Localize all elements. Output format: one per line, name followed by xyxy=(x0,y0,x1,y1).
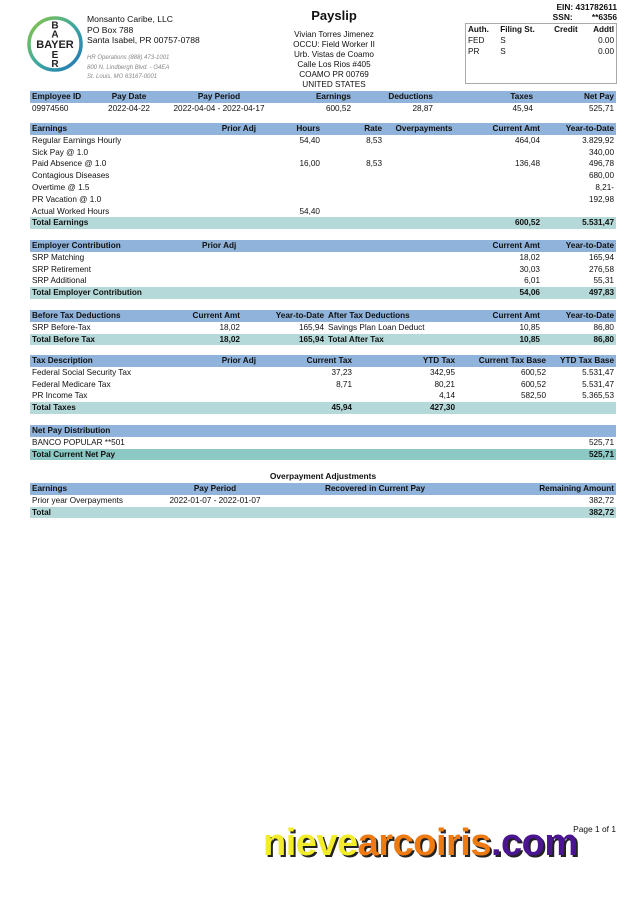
rate: 8,53 xyxy=(366,135,382,145)
tax-description: Federal Medicare Tax xyxy=(32,379,111,389)
deductions-table xyxy=(30,310,616,345)
earning-type: Paid Absence @ 1.0 xyxy=(32,159,107,169)
col-before-tax: Before Tax Deductions xyxy=(30,310,165,322)
employee-address xyxy=(260,30,408,90)
total-earnings-row xyxy=(30,217,616,229)
credit xyxy=(548,35,584,46)
svg-text:A: A xyxy=(51,29,59,41)
table-row xyxy=(30,275,616,287)
filing-status: S xyxy=(500,36,506,45)
recovered xyxy=(270,495,480,507)
taxes-table xyxy=(30,355,616,414)
rate xyxy=(322,147,384,159)
overpayments xyxy=(384,170,464,182)
total-overpayment-row xyxy=(30,507,616,519)
table-row xyxy=(30,182,616,194)
prior-adj xyxy=(190,170,258,182)
col-employee-id: Employee ID xyxy=(30,91,98,103)
col-hours: Hours xyxy=(258,123,322,135)
earnings-table xyxy=(30,123,616,229)
pay-period: 2022-01-07 - 2022-01-07 xyxy=(169,495,261,505)
hr-phone: HR Operations (888) 473-1001 xyxy=(87,55,170,61)
overpayments xyxy=(384,194,464,206)
rate xyxy=(322,206,384,218)
col-ytd: Year-to-Date xyxy=(542,240,616,252)
ein-value: 431782611 xyxy=(575,2,617,12)
watermark-part3: .com xyxy=(490,822,578,864)
hr-info xyxy=(87,54,169,83)
addtl-col: Addtl xyxy=(593,25,614,34)
total-taxes-row xyxy=(30,402,616,414)
current-tax xyxy=(258,390,354,402)
overpayments xyxy=(384,147,464,159)
employee-country: UNITED STATES xyxy=(302,80,366,89)
col-deductions: Deductions xyxy=(353,91,435,103)
hours: 54,40 xyxy=(299,135,320,145)
tax-authority-box xyxy=(465,23,617,84)
col-prior-adj: Prior Adj xyxy=(190,355,258,367)
prior-adj xyxy=(190,158,258,170)
table-row xyxy=(30,264,616,276)
net-pay: 525,71 xyxy=(588,103,614,113)
total-deductions-row xyxy=(30,334,616,346)
col-pay-date: Pay Date xyxy=(98,91,160,103)
watermark xyxy=(263,822,578,865)
table-row xyxy=(30,379,616,391)
rate xyxy=(322,182,384,194)
auth-col: Auth. xyxy=(468,25,489,34)
hours xyxy=(258,147,322,159)
summary-table xyxy=(30,91,616,115)
col-ytd: Year-to-Date xyxy=(542,123,616,135)
col-after-tax: After Tax Deductions xyxy=(326,310,462,322)
prior-adj xyxy=(190,206,258,218)
ytd-tax: 4,14 xyxy=(439,391,455,401)
current-amt xyxy=(464,206,542,218)
prior-adj xyxy=(190,252,464,264)
credit xyxy=(548,46,584,57)
page-title: Payslip xyxy=(311,8,357,23)
auth-row-fed xyxy=(466,35,616,46)
current-amt: 10,85 xyxy=(519,322,540,332)
svg-text:R: R xyxy=(51,59,59,70)
total-label: Total Taxes xyxy=(30,402,190,414)
total-label: Total Current Net Pay xyxy=(30,449,430,461)
prior-adj xyxy=(190,390,258,402)
total-label: Total xyxy=(30,507,160,519)
total-ytd-tax: 427,30 xyxy=(354,402,457,414)
amount: 525,71 xyxy=(588,437,614,447)
filing-status: S xyxy=(500,47,506,56)
total-ytd: 497,83 xyxy=(542,287,616,299)
col-tax-description: Tax Description xyxy=(30,355,190,367)
prior-adj xyxy=(190,379,258,391)
filing-status-col: Filing St. xyxy=(500,25,535,34)
current-amt xyxy=(464,182,542,194)
col-prior-adj: Prior Adj xyxy=(190,123,258,135)
table-row xyxy=(30,194,616,206)
prior-adj xyxy=(190,264,464,276)
ytd: 8,21- xyxy=(595,182,614,192)
net-pay-table xyxy=(30,425,616,460)
remaining: 382,72 xyxy=(588,495,614,505)
current-amt: 18,02 xyxy=(219,322,240,332)
hr-address-line2: St. Louis, MO 63167-0001 xyxy=(87,74,158,80)
col-ytd-tax-base: YTD Tax Base xyxy=(548,355,616,367)
table-row xyxy=(30,322,616,334)
current-amt xyxy=(464,194,542,206)
table-row xyxy=(30,390,616,402)
prior-adj xyxy=(190,182,258,194)
ytd xyxy=(542,206,616,218)
earning-type: Regular Earnings Hourly xyxy=(32,135,122,145)
ssn-value: **6356 xyxy=(591,12,617,22)
table-row xyxy=(30,170,616,182)
total-after-tax-label: Total After Tax xyxy=(326,334,462,346)
ytd-tax-base: 5.531,47 xyxy=(582,367,614,377)
current-amt xyxy=(464,147,542,159)
rate xyxy=(322,194,384,206)
col-prior-adj: Prior Adj xyxy=(190,240,464,252)
overpayments xyxy=(384,135,464,147)
hours: 54,40 xyxy=(299,206,320,216)
table-row xyxy=(30,206,616,218)
ytd-tax: 80,21 xyxy=(434,379,455,389)
before-tax-type: SRP Before-Tax xyxy=(32,322,91,332)
total-amount: 525,71 xyxy=(430,449,616,461)
total-ytd: 165,94 xyxy=(242,334,326,346)
company-address-line1: PO Box 788 xyxy=(87,24,134,35)
col-taxes: Taxes xyxy=(435,91,535,103)
taxes: 45,94 xyxy=(512,103,533,113)
current-tax-base: 600,52 xyxy=(520,367,546,377)
ytd: 680,00 xyxy=(588,171,614,181)
total-ytd: 5.531,47 xyxy=(542,217,616,229)
auth-name: PR xyxy=(468,47,480,56)
page-number: Page 1 of 1 xyxy=(573,824,616,834)
total-current-amt: 18,02 xyxy=(165,334,242,346)
total-remaining: 382,72 xyxy=(480,507,616,519)
overpayments xyxy=(384,182,464,194)
company-name: Monsanto Caribe, LLC xyxy=(87,14,173,24)
bank-account: BANCO POPULAR **501 xyxy=(32,437,125,447)
col-ytd: Year-to-Date xyxy=(542,310,616,322)
company-address xyxy=(87,14,200,46)
current-amt: 30,03 xyxy=(519,264,540,274)
earning-type: PR Vacation @ 1.0 xyxy=(32,194,102,204)
tax-description: Federal Social Security Tax xyxy=(32,367,132,377)
current-tax: 37,23 xyxy=(331,367,352,377)
overpayments xyxy=(384,206,464,218)
ytd: 496,78 xyxy=(588,159,614,169)
total-current-tax: 45,94 xyxy=(258,402,354,414)
total-employer-contribution-row xyxy=(30,287,616,299)
col-current-tax: Current Tax xyxy=(258,355,354,367)
hours xyxy=(258,182,322,194)
ytd-tax-base: 5.365,53 xyxy=(582,391,614,401)
prior-adj xyxy=(190,275,464,287)
table-row xyxy=(30,495,616,507)
col-rate: Rate xyxy=(322,123,384,135)
current-tax: 8,71 xyxy=(336,379,352,389)
table-row xyxy=(30,367,616,379)
credit-col: Credit xyxy=(554,25,578,34)
ein-ssn-block xyxy=(553,2,617,22)
table-row xyxy=(30,437,616,449)
total-current-amt: 600,52 xyxy=(464,217,542,229)
total-current-amt: 54,06 xyxy=(464,287,542,299)
col-overpayments: Overpayments xyxy=(384,123,464,135)
col-current-tax-base: Current Tax Base xyxy=(457,355,548,367)
overpayment-title: Overpayment Adjustments xyxy=(269,471,377,481)
prior-adj xyxy=(190,194,258,206)
rate xyxy=(322,170,384,182)
ytd: 165,94 xyxy=(298,322,324,332)
deductions: 28,87 xyxy=(412,103,433,113)
earning-type: Sick Pay @ 1.0 xyxy=(32,147,89,157)
bayer-logo xyxy=(26,15,84,73)
col-ytd-tax: YTD Tax xyxy=(354,355,457,367)
current-amt: 136,48 xyxy=(514,159,540,169)
total-current-amt: 10,85 xyxy=(462,334,542,346)
pay-period: 2022-04-04 - 2022-04-17 xyxy=(173,103,265,113)
ytd: 276,58 xyxy=(588,264,614,274)
prior-adj xyxy=(190,135,258,147)
rate: 8,53 xyxy=(366,159,382,169)
prior-adj xyxy=(190,367,258,379)
summary-row xyxy=(30,103,616,115)
addtl: 0.00 xyxy=(598,36,614,45)
current-amt: 6,01 xyxy=(524,276,540,286)
hours xyxy=(258,194,322,206)
contribution-type: SRP Retirement xyxy=(32,264,92,274)
col-current-amt: Current Amt xyxy=(462,310,542,322)
svg-text:B: B xyxy=(51,20,59,32)
employee-address-line2: Calle Los Rios #405 xyxy=(297,60,371,69)
svg-text:BAYER: BAYER xyxy=(36,39,74,51)
watermark-part2: arcoiris xyxy=(357,822,491,864)
col-recovered: Recovered in Current Pay xyxy=(270,483,480,495)
col-employer-contribution: Employer Contribution xyxy=(30,240,190,252)
contribution-type: SRP Matching xyxy=(32,252,85,262)
earning-type: Prior year Overpayments xyxy=(32,495,124,505)
current-tax-base: 600,52 xyxy=(520,379,546,389)
table-row xyxy=(30,147,616,159)
ssn-label: SSN: xyxy=(552,12,573,22)
total-before-tax-label: Total Before Tax xyxy=(30,334,165,346)
earning-type: Contagious Diseases xyxy=(32,171,110,181)
contribution-type: SRP Additional xyxy=(32,276,87,286)
hours xyxy=(258,170,322,182)
col-current-amt: Current Amt xyxy=(165,310,242,322)
prior-adj xyxy=(190,147,258,159)
company-address-line2: Santa Isabel, PR 00757-0788 xyxy=(87,35,200,45)
col-earnings: Earnings xyxy=(30,483,160,495)
ytd: 192,98 xyxy=(588,194,614,204)
ytd: 55,31 xyxy=(593,276,614,286)
auth-name: FED xyxy=(468,36,485,45)
col-ytd: Year-to-Date xyxy=(242,310,326,322)
current-amt xyxy=(464,170,542,182)
table-row xyxy=(30,135,616,147)
earnings: 600,52 xyxy=(325,103,351,113)
col-current-amt: Current Amt xyxy=(464,240,542,252)
overpayment-table xyxy=(30,483,616,518)
ytd: 3.829,92 xyxy=(582,135,614,145)
employee-id: 09974560 xyxy=(32,103,69,113)
auth-row-pr xyxy=(466,46,616,57)
hours: 16,00 xyxy=(299,159,320,169)
employer-contribution-table xyxy=(30,240,616,299)
table-row xyxy=(30,252,616,264)
employee-occupation: OCCU: Field Worker II xyxy=(293,40,375,49)
earning-type: Overtime @ 1.5 xyxy=(32,182,90,192)
employee-name: Vivian Torres Jimenez xyxy=(294,30,374,39)
total-ytd: 86,80 xyxy=(542,334,616,346)
ytd-tax: 342,95 xyxy=(429,367,455,377)
ytd: 165,94 xyxy=(588,252,614,262)
svg-text:E: E xyxy=(51,50,59,61)
pay-date: 2022-04-22 xyxy=(108,103,150,113)
employee-address-line1: Urb. Vistas de Coamo xyxy=(294,50,374,59)
earning-type: Actual Worked Hours xyxy=(32,206,110,216)
ytd-tax-base: 5.531,47 xyxy=(582,379,614,389)
overpayments xyxy=(384,158,464,170)
after-tax-type: Savings Plan Loan Deduct xyxy=(328,322,425,332)
col-current-amt: Current Amt xyxy=(464,123,542,135)
addtl: 0.00 xyxy=(598,47,614,56)
col-net-pay-distribution: Net Pay Distribution xyxy=(30,425,616,437)
total-label: Total Employer Contribution xyxy=(30,287,190,299)
ytd: 340,00 xyxy=(588,147,614,157)
employee-address-line3: COAMO PR 00769 xyxy=(299,70,369,79)
ein-label: EIN: xyxy=(556,2,574,12)
total-label: Total Earnings xyxy=(30,217,190,229)
watermark-part1: nieve xyxy=(263,822,358,864)
col-remaining: Remaining Amount xyxy=(480,483,616,495)
ytd: 86,80 xyxy=(593,322,614,332)
tax-description: PR Income Tax xyxy=(32,391,88,401)
current-tax-base: 582,50 xyxy=(520,391,546,401)
col-net-pay: Net Pay xyxy=(535,91,616,103)
col-pay-period: Pay Period xyxy=(160,91,278,103)
hr-address-line1: 800 N. Lindbergh Blvd. - G4EA xyxy=(87,64,170,71)
col-pay-period: Pay Period xyxy=(160,483,270,495)
current-amt: 18,02 xyxy=(519,252,540,262)
total-net-pay-row xyxy=(30,449,616,461)
table-row xyxy=(30,158,616,170)
col-earnings: Earnings xyxy=(278,91,353,103)
col-earnings: Earnings xyxy=(30,123,190,135)
current-amt: 464,04 xyxy=(514,135,540,145)
